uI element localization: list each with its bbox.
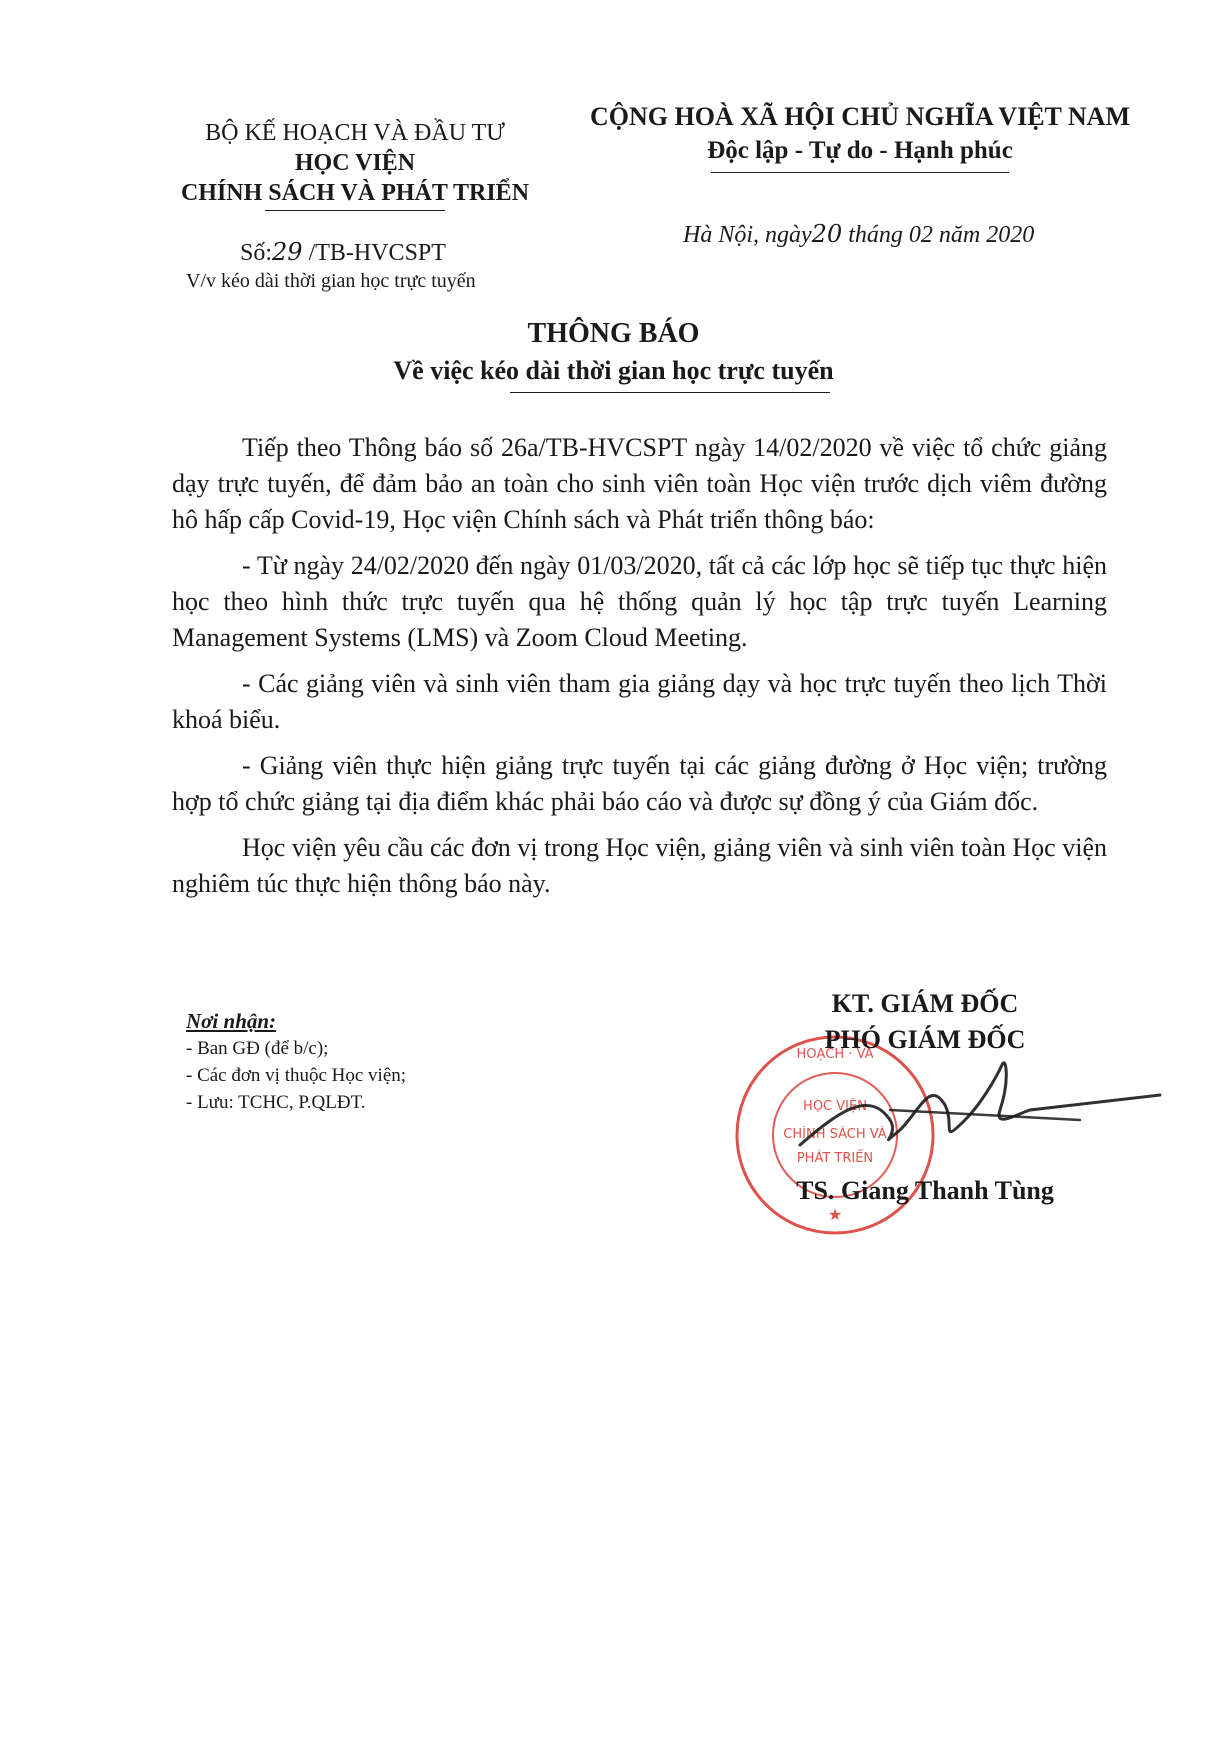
date-suffix: tháng 02 năm 2020 bbox=[842, 222, 1035, 248]
notice-subtitle: Về việc kéo dài thời gian học trực tuyến bbox=[393, 356, 834, 385]
recipient-item: - Ban GĐ (để b/c); bbox=[186, 1038, 329, 1059]
header-right-divider bbox=[711, 172, 1009, 173]
date-line bbox=[683, 220, 1034, 249]
subject-reference: V/v kéo dài thời gian học trực tuyến bbox=[186, 270, 476, 292]
date-day-handwritten: 20 bbox=[811, 220, 843, 248]
body-paragraph-item-2: - Các giảng viên và sinh viên tham gia giảng dạy và học trực tuyến theo lịch Thời khoá biểu. bbox=[172, 669, 1107, 734]
handwritten-signature-icon bbox=[780, 1050, 1180, 1180]
doc-number-prefix: Số: bbox=[240, 240, 273, 266]
signer-name: TS. Giang Thanh Tùng bbox=[796, 1176, 1054, 1205]
svg-text:HOẠCH · VÀ: HOẠCH · VÀ bbox=[796, 1047, 874, 1062]
recipients-block bbox=[186, 1008, 406, 1116]
body-paragraph-item-3: - Giảng viên thực hiện giảng trực tuyến tại các giảng đường ở Học viện; trường hợp tổ chức giảng tại địa điểm khác phải báo cáo và được sự đồng ý của Giám đốc. bbox=[172, 751, 1107, 816]
svg-text:PHÁT TRIỂN: PHÁT TRIỂN bbox=[796, 1151, 874, 1166]
notice-body bbox=[172, 430, 1107, 912]
recipient-item: - Các đơn vị thuộc Học viện; bbox=[186, 1065, 407, 1086]
recipients-label: Nơi nhận: bbox=[186, 1009, 277, 1033]
doc-number-handwritten: 29 bbox=[272, 238, 303, 266]
svg-text:CHÍNH SÁCH VÀ: CHÍNH SÁCH VÀ bbox=[783, 1127, 887, 1142]
institution-name-line1: HỌC VIỆN bbox=[294, 150, 416, 176]
national-motto: Độc lập - Tự do - Hạnh phúc bbox=[707, 137, 1013, 164]
signature-title-line1: KT. GIÁM ĐỐC bbox=[831, 989, 1019, 1018]
body-paragraph-item-1: - Từ ngày 24/02/2020 đến ngày 01/03/2020, tất cả các lớp học sẽ tiếp tục thực hiện học theo hình thức trực tuyến qua hệ thống quản lý học tập trực tuyến Learning Management Systems (LMS) và Zoom Cloud Meeting. bbox=[172, 551, 1107, 652]
ministry-name: BỘ KẾ HOẠCH VÀ ĐẦU TƯ bbox=[205, 120, 505, 146]
document-number bbox=[240, 238, 446, 267]
header-left-divider bbox=[265, 210, 445, 211]
country-name: CỘNG HOÀ XÃ HỘI CHỦ NGHĨA VIỆT NAM bbox=[589, 102, 1131, 131]
recipient-item: - Lưu: TCHC, P.QLĐT. bbox=[186, 1092, 366, 1113]
notice-title: THÔNG BÁO bbox=[527, 318, 700, 349]
body-paragraph-closing: Học viện yêu cầu các đơn vị trong Học viện, giảng viên và sinh viên toàn Học viện nghiêm túc thực hiện thông báo này. bbox=[172, 833, 1107, 898]
body-paragraph-intro: Tiếp theo Thông báo số 26a/TB-HVCSPT ngày 14/02/2020 về việc tổ chức giảng dạy trực tuyến, để đảm bảo an toàn cho sinh viên toàn Học viện trước dịch viêm đường hô hấp cấp Covid-19, Học viện Chính sách và Phát triển thông báo: bbox=[172, 433, 1107, 534]
national-header bbox=[575, 100, 1145, 173]
subtitle-divider bbox=[510, 392, 830, 393]
issuing-authority bbox=[150, 118, 560, 211]
doc-number-suffix: /TB-HVCSPT bbox=[302, 240, 446, 266]
svg-text:HỌC VIỆN: HỌC VIỆN bbox=[803, 1099, 867, 1114]
institution-name-line2: CHÍNH SÁCH VÀ PHÁT TRIỂN bbox=[180, 180, 530, 206]
date-prefix: Hà Nội, ngày bbox=[683, 222, 812, 248]
svg-text:★: ★ bbox=[827, 1205, 843, 1224]
signature-title-line2: PHÓ GIÁM ĐỐC bbox=[824, 1025, 1026, 1054]
